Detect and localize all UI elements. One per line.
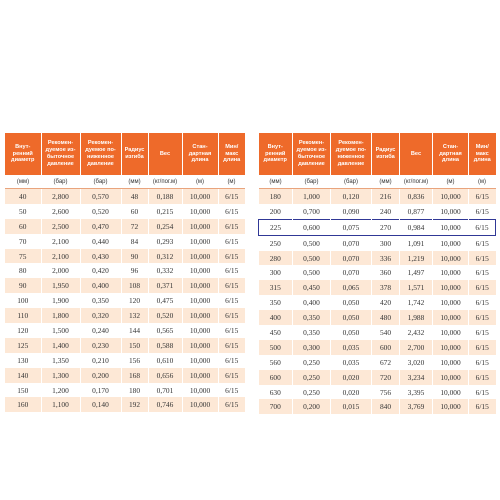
table-row: [259, 310, 496, 325]
cell-vacuum-pressure: 0,035: [331, 355, 372, 370]
cell-inner-diameter: 120: [5, 323, 41, 338]
cell-min-max-length: 6/15: [218, 278, 245, 293]
cell-inner-diameter: 600: [259, 370, 293, 385]
table-row: [259, 399, 496, 414]
table-body: [259, 189, 496, 415]
cell-standard-length: 10,000: [182, 189, 218, 204]
unit-working-pressure: (бар): [293, 175, 331, 189]
cell-weight: 0,475: [148, 293, 182, 308]
cell-bend-radius: 90: [121, 249, 148, 264]
header-bend-radius: Радиус изгиба: [121, 133, 148, 175]
cell-bend-radius: 360: [372, 265, 400, 280]
unit-min-max-length: (м): [469, 175, 496, 189]
cell-standard-length: 10,000: [182, 204, 218, 219]
cell-vacuum-pressure: 0,520: [80, 204, 121, 219]
cell-bend-radius: 150: [121, 338, 148, 353]
cell-vacuum-pressure: 0,210: [80, 353, 121, 368]
cell-bend-radius: 108: [121, 278, 148, 293]
cell-bend-radius: 216: [372, 189, 400, 204]
cell-min-max-length: 6/15: [218, 383, 245, 398]
cell-bend-radius: 60: [121, 204, 148, 219]
header-inner-diameter: Внут- ренний диаметр: [5, 133, 41, 175]
cell-vacuum-pressure: 0,440: [80, 234, 121, 249]
cell-working-pressure: 0,400: [293, 295, 331, 310]
cell-bend-radius: 270: [372, 219, 400, 235]
cell-working-pressure: 2,100: [41, 249, 80, 264]
header-working-pressure: Рекомен- дуемое из- быточное давление: [293, 133, 331, 175]
cell-working-pressure: 1,900: [41, 293, 80, 308]
header-vacuum-pressure: Рекомен- дуемое по- ниженное давление: [80, 133, 121, 175]
cell-inner-diameter: 315: [259, 280, 293, 295]
cell-working-pressure: 2,600: [41, 204, 80, 219]
table-row: [5, 293, 245, 308]
cell-working-pressure: 2,100: [41, 234, 80, 249]
unit-inner-diameter: (мм): [259, 175, 293, 189]
cell-inner-diameter: 250: [259, 235, 293, 250]
cell-vacuum-pressure: 0,240: [80, 323, 121, 338]
cell-weight: 2,700: [400, 340, 433, 355]
unit-working-pressure: (бар): [41, 175, 80, 189]
table-row: [5, 278, 245, 293]
cell-min-max-length: 6/15: [469, 385, 496, 400]
cell-vacuum-pressure: 0,120: [331, 189, 372, 204]
cell-bend-radius: 720: [372, 370, 400, 385]
cell-inner-diameter: 200: [259, 204, 293, 219]
cell-inner-diameter: 350: [259, 295, 293, 310]
cell-inner-diameter: 70: [5, 234, 41, 249]
cell-vacuum-pressure: 0,050: [331, 295, 372, 310]
cell-min-max-length: 6/15: [469, 219, 496, 235]
cell-standard-length: 10,000: [182, 219, 218, 234]
cell-min-max-length: 6/15: [218, 249, 245, 264]
header-weight: Вес: [400, 133, 433, 175]
cell-weight: 0,371: [148, 278, 182, 293]
units-row: [259, 175, 496, 189]
cell-min-max-length: 6/15: [218, 263, 245, 278]
cell-weight: 0,215: [148, 204, 182, 219]
cell-working-pressure: 0,500: [293, 251, 331, 266]
cell-working-pressure: 1,400: [41, 338, 80, 353]
cell-working-pressure: 0,250: [293, 355, 331, 370]
header-vacuum-pressure: Рекомен- дуемое по- ниженное давление: [331, 133, 372, 175]
cell-standard-length: 10,000: [182, 293, 218, 308]
unit-min-max-length: (м): [218, 175, 245, 189]
table-row: [5, 338, 245, 353]
cell-min-max-length: 6/15: [469, 370, 496, 385]
unit-standard-length: (м): [182, 175, 218, 189]
cell-weight: 1,497: [400, 265, 433, 280]
table-row: [5, 323, 245, 338]
cell-standard-length: 10,000: [433, 265, 469, 280]
cell-working-pressure: 1,800: [41, 308, 80, 323]
cell-standard-length: 10,000: [182, 323, 218, 338]
cell-standard-length: 10,000: [182, 278, 218, 293]
table-row: [259, 385, 496, 400]
cell-vacuum-pressure: 0,570: [80, 189, 121, 204]
cell-min-max-length: 6/15: [469, 310, 496, 325]
cell-working-pressure: 0,250: [293, 370, 331, 385]
cell-working-pressure: 0,600: [293, 219, 331, 235]
cell-standard-length: 10,000: [433, 295, 469, 310]
cell-inner-diameter: 560: [259, 355, 293, 370]
cell-min-max-length: 6/15: [469, 295, 496, 310]
cell-vacuum-pressure: 0,350: [80, 293, 121, 308]
cell-vacuum-pressure: 0,470: [80, 219, 121, 234]
table-row: [5, 383, 245, 398]
cell-working-pressure: 0,500: [293, 235, 331, 250]
cell-inner-diameter: 100: [5, 293, 41, 308]
cell-min-max-length: 6/15: [469, 204, 496, 219]
header-inner-diameter: Внут- ренний диаметр: [259, 133, 293, 175]
cell-weight: 0,293: [148, 234, 182, 249]
cell-standard-length: 10,000: [182, 249, 218, 264]
cell-bend-radius: 168: [121, 368, 148, 383]
cell-inner-diameter: 500: [259, 340, 293, 355]
table-row: [259, 325, 496, 340]
cell-bend-radius: 144: [121, 323, 148, 338]
table-body: [5, 189, 245, 413]
cell-weight: 3,769: [400, 399, 433, 414]
cell-bend-radius: 420: [372, 295, 400, 310]
cell-min-max-length: 6/15: [218, 204, 245, 219]
cell-weight: 1,571: [400, 280, 433, 295]
cell-weight: 0,254: [148, 219, 182, 234]
table-row: [259, 251, 496, 266]
table-row: [259, 340, 496, 355]
cell-standard-length: 10,000: [433, 355, 469, 370]
cell-standard-length: 10,000: [433, 385, 469, 400]
cell-inner-diameter: 40: [5, 189, 41, 204]
table-row: [259, 265, 496, 280]
cell-bend-radius: 180: [121, 383, 148, 398]
cell-bend-radius: 480: [372, 310, 400, 325]
cell-weight: 0,836: [400, 189, 433, 204]
cell-standard-length: 10,000: [433, 204, 469, 219]
cell-weight: 0,588: [148, 338, 182, 353]
cell-bend-radius: 300: [372, 235, 400, 250]
cell-standard-length: 10,000: [433, 280, 469, 295]
cell-standard-length: 10,000: [182, 353, 218, 368]
cell-inner-diameter: 700: [259, 399, 293, 414]
cell-min-max-length: 6/15: [218, 323, 245, 338]
unit-vacuum-pressure: (бар): [80, 175, 121, 189]
cell-weight: 0,565: [148, 323, 182, 338]
cell-weight: 3,234: [400, 370, 433, 385]
cell-weight: 3,395: [400, 385, 433, 400]
hose-spec-table-right: [258, 133, 496, 414]
table-row: [5, 204, 245, 219]
cell-inner-diameter: 150: [5, 383, 41, 398]
cell-inner-diameter: 75: [5, 249, 41, 264]
table-row: [259, 370, 496, 385]
cell-inner-diameter: 125: [5, 338, 41, 353]
cell-working-pressure: 0,250: [293, 385, 331, 400]
cell-min-max-length: 6/15: [469, 399, 496, 414]
cell-vacuum-pressure: 0,050: [331, 310, 372, 325]
cell-standard-length: 10,000: [433, 340, 469, 355]
cell-min-max-length: 6/15: [218, 293, 245, 308]
cell-min-max-length: 6/15: [218, 338, 245, 353]
unit-weight: (кг/пог.м): [148, 175, 182, 189]
cell-vacuum-pressure: 0,020: [331, 370, 372, 385]
cell-working-pressure: 1,350: [41, 353, 80, 368]
cell-inner-diameter: 110: [5, 308, 41, 323]
header-min-max-length: Мин/ макс длина: [218, 133, 245, 175]
cell-inner-diameter: 80: [5, 263, 41, 278]
cell-weight: 0,332: [148, 263, 182, 278]
header-weight: Вес: [148, 133, 182, 175]
cell-vacuum-pressure: 0,200: [80, 368, 121, 383]
cell-working-pressure: 0,300: [293, 340, 331, 355]
cell-working-pressure: 1,200: [41, 383, 80, 398]
cell-inner-diameter: 130: [5, 353, 41, 368]
cell-standard-length: 10,000: [182, 263, 218, 278]
cell-weight: 0,188: [148, 189, 182, 204]
units-row: [5, 175, 245, 189]
header-standard-length: Стан- дартная длина: [182, 133, 218, 175]
cell-vacuum-pressure: 0,070: [331, 265, 372, 280]
cell-bend-radius: 378: [372, 280, 400, 295]
cell-inner-diameter: 90: [5, 278, 41, 293]
cell-working-pressure: 2,800: [41, 189, 80, 204]
table-row: [5, 397, 245, 412]
cell-bend-radius: 120: [121, 293, 148, 308]
cell-vacuum-pressure: 0,140: [80, 397, 121, 412]
cell-weight: 0,656: [148, 368, 182, 383]
cell-bend-radius: 600: [372, 340, 400, 355]
cell-standard-length: 10,000: [433, 310, 469, 325]
cell-standard-length: 10,000: [182, 383, 218, 398]
cell-min-max-length: 6/15: [218, 397, 245, 412]
cell-working-pressure: 1,100: [41, 397, 80, 412]
cell-standard-length: 10,000: [182, 338, 218, 353]
table-row: [259, 235, 496, 250]
hose-spec-table-left: [5, 133, 245, 412]
highlighted-table-row: [259, 219, 496, 235]
cell-bend-radius: 336: [372, 251, 400, 266]
cell-inner-diameter: 50: [5, 204, 41, 219]
cell-min-max-length: 6/15: [469, 280, 496, 295]
table-row: [5, 308, 245, 323]
cell-working-pressure: 0,350: [293, 325, 331, 340]
cell-standard-length: 10,000: [182, 234, 218, 249]
cell-bend-radius: 756: [372, 385, 400, 400]
cell-vacuum-pressure: 0,035: [331, 340, 372, 355]
unit-vacuum-pressure: (бар): [331, 175, 372, 189]
table-row: [5, 368, 245, 383]
cell-min-max-length: 6/15: [469, 251, 496, 266]
cell-standard-length: 10,000: [182, 368, 218, 383]
cell-standard-length: 10,000: [433, 235, 469, 250]
cell-inner-diameter: 225: [259, 219, 293, 235]
cell-standard-length: 10,000: [433, 370, 469, 385]
cell-inner-diameter: 300: [259, 265, 293, 280]
header-working-pressure: Рекомен- дуемое из- быточное давление: [41, 133, 80, 175]
cell-weight: 0,984: [400, 219, 433, 235]
cell-vacuum-pressure: 0,020: [331, 385, 372, 400]
cell-working-pressure: 1,300: [41, 368, 80, 383]
cell-inner-diameter: 450: [259, 325, 293, 340]
cell-weight: 1,742: [400, 295, 433, 310]
cell-bend-radius: 540: [372, 325, 400, 340]
cell-working-pressure: 1,000: [293, 189, 331, 204]
table-row: [259, 355, 496, 370]
cell-working-pressure: 0,200: [293, 399, 331, 414]
cell-inner-diameter: 180: [259, 189, 293, 204]
cell-inner-diameter: 140: [5, 368, 41, 383]
cell-vacuum-pressure: 0,015: [331, 399, 372, 414]
cell-vacuum-pressure: 0,420: [80, 263, 121, 278]
table-row: [5, 353, 245, 368]
cell-min-max-length: 6/15: [218, 234, 245, 249]
cell-vacuum-pressure: 0,075: [331, 219, 372, 235]
header-min-max-length: Мин/ макс длина: [469, 133, 496, 175]
cell-working-pressure: 2,500: [41, 219, 80, 234]
unit-standard-length: (м): [433, 175, 469, 189]
cell-min-max-length: 6/15: [218, 308, 245, 323]
cell-min-max-length: 6/15: [218, 189, 245, 204]
cell-min-max-length: 6/15: [469, 340, 496, 355]
cell-inner-diameter: 280: [259, 251, 293, 266]
table-row: [5, 263, 245, 278]
cell-weight: 0,877: [400, 204, 433, 219]
cell-bend-radius: 672: [372, 355, 400, 370]
header-standard-length: Стан- дартная длина: [433, 133, 469, 175]
cell-min-max-length: 6/15: [469, 355, 496, 370]
cell-standard-length: 10,000: [433, 219, 469, 235]
cell-standard-length: 10,000: [433, 399, 469, 414]
cell-working-pressure: 2,000: [41, 263, 80, 278]
cell-bend-radius: 84: [121, 234, 148, 249]
cell-vacuum-pressure: 0,070: [331, 251, 372, 266]
cell-inner-diameter: 160: [5, 397, 41, 412]
cell-weight: 2,432: [400, 325, 433, 340]
table-row: [259, 280, 496, 295]
cell-inner-diameter: 60: [5, 219, 41, 234]
cell-min-max-length: 6/15: [469, 325, 496, 340]
table-row: [259, 204, 496, 219]
cell-min-max-length: 6/15: [218, 219, 245, 234]
cell-vacuum-pressure: 0,065: [331, 280, 372, 295]
cell-min-max-length: 6/15: [469, 265, 496, 280]
table-row: [5, 219, 245, 234]
cell-weight: 1,091: [400, 235, 433, 250]
cell-working-pressure: 0,700: [293, 204, 331, 219]
cell-vacuum-pressure: 0,090: [331, 204, 372, 219]
cell-bend-radius: 72: [121, 219, 148, 234]
cell-weight: 0,746: [148, 397, 182, 412]
cell-weight: 0,610: [148, 353, 182, 368]
cell-vacuum-pressure: 0,400: [80, 278, 121, 293]
cell-inner-diameter: 400: [259, 310, 293, 325]
cell-min-max-length: 6/15: [218, 353, 245, 368]
cell-working-pressure: 1,500: [41, 323, 80, 338]
header-bend-radius: Радиус изгиба: [372, 133, 400, 175]
cell-bend-radius: 96: [121, 263, 148, 278]
cell-vacuum-pressure: 0,050: [331, 325, 372, 340]
cell-bend-radius: 132: [121, 308, 148, 323]
cell-weight: 1,219: [400, 251, 433, 266]
unit-inner-diameter: (мм): [5, 175, 41, 189]
cell-vacuum-pressure: 0,070: [331, 235, 372, 250]
cell-weight: 3,020: [400, 355, 433, 370]
cell-bend-radius: 192: [121, 397, 148, 412]
header-row: [5, 133, 245, 175]
table-row: [5, 249, 245, 264]
unit-bend-radius: (мм): [372, 175, 400, 189]
cell-min-max-length: 6/15: [218, 368, 245, 383]
cell-standard-length: 10,000: [433, 251, 469, 266]
cell-standard-length: 10,000: [182, 308, 218, 323]
cell-bend-radius: 240: [372, 204, 400, 219]
cell-standard-length: 10,000: [433, 189, 469, 204]
unit-weight: (кг/пог.м): [400, 175, 433, 189]
cell-bend-radius: 156: [121, 353, 148, 368]
cell-standard-length: 10,000: [433, 325, 469, 340]
cell-weight: 1,988: [400, 310, 433, 325]
header-row: [259, 133, 496, 175]
cell-working-pressure: 1,950: [41, 278, 80, 293]
table-row: [259, 189, 496, 204]
cell-bend-radius: 48: [121, 189, 148, 204]
unit-bend-radius: (мм): [121, 175, 148, 189]
cell-min-max-length: 6/15: [469, 189, 496, 204]
table-row: [5, 234, 245, 249]
cell-bend-radius: 840: [372, 399, 400, 414]
cell-weight: 0,701: [148, 383, 182, 398]
cell-min-max-length: 6/15: [469, 235, 496, 250]
cell-vacuum-pressure: 0,230: [80, 338, 121, 353]
cell-vacuum-pressure: 0,170: [80, 383, 121, 398]
cell-working-pressure: 0,350: [293, 310, 331, 325]
cell-vacuum-pressure: 0,320: [80, 308, 121, 323]
cell-inner-diameter: 630: [259, 385, 293, 400]
cell-vacuum-pressure: 0,430: [80, 249, 121, 264]
cell-standard-length: 10,000: [182, 397, 218, 412]
cell-working-pressure: 0,450: [293, 280, 331, 295]
table-row: [5, 189, 245, 204]
cell-working-pressure: 0,500: [293, 265, 331, 280]
cell-weight: 0,520: [148, 308, 182, 323]
cell-weight: 0,312: [148, 249, 182, 264]
table-row: [259, 295, 496, 310]
